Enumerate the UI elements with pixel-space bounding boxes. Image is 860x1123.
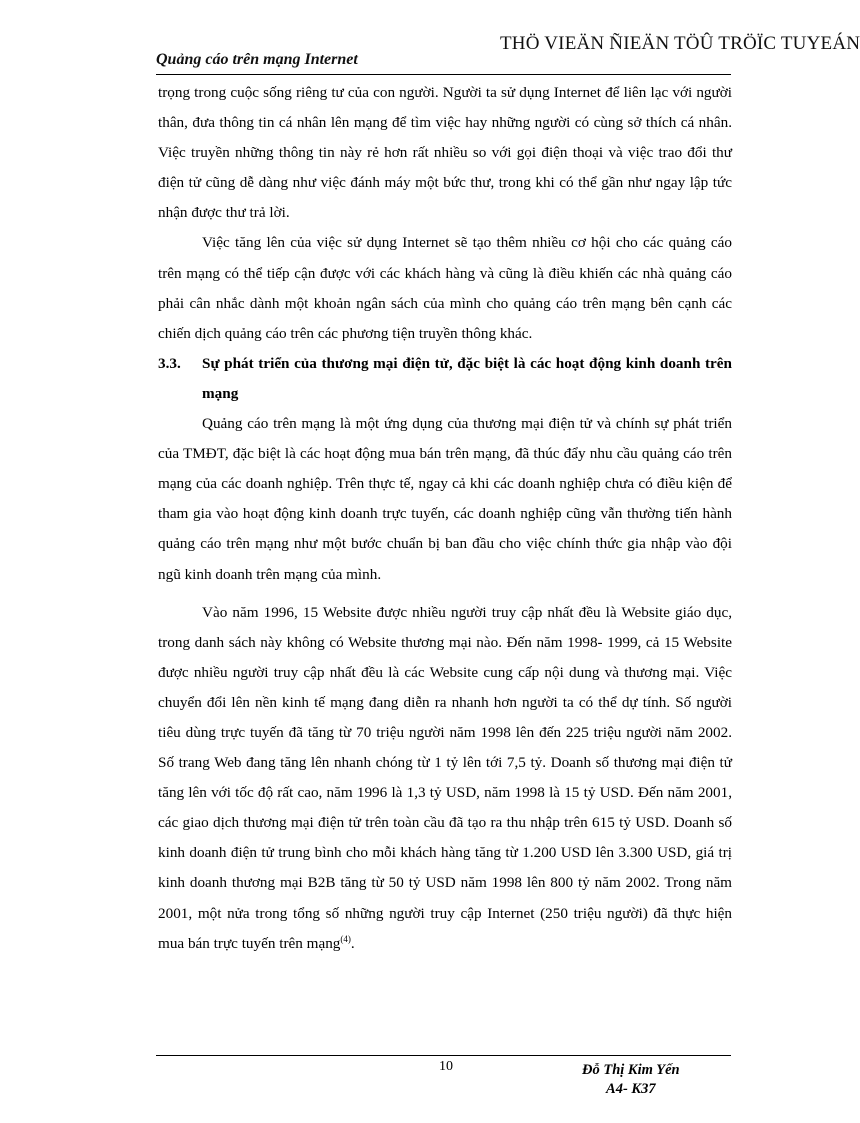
author-name: Đỗ Thị Kim Yến (582, 1062, 680, 1078)
paragraph-4-end: . (350, 934, 355, 952)
section-title: Sự phát triển của thương mại điện tử, đặc biệt là các hoạt động kinh doanh trên mạng (202, 354, 732, 402)
library-watermark: THÖ VIEÄN ÑIEÄN TÖÛ TRÖÏC TUYEÁN (500, 33, 860, 54)
paragraph-4 (158, 598, 732, 959)
paragraph-2: Việc tăng lên của việc sử dụng Internet sẽ tạo thêm nhiều cơ hội cho các quảng cáo trên mạng có thể tiếp cận được với các khách hàng và cũng là điều khiến các nhà quảng cáo phải cân nhắc dành một khoản ngân sách của mình cho quảng cáo trên mạng bên cạnh các chiến dịch quảng cáo trên các phương tiện truyền thông khác. (158, 234, 732, 342)
document-body (158, 78, 732, 959)
section-number: 3.3. (158, 354, 181, 372)
running-title: Quảng cáo trên mạng Internet (156, 51, 358, 68)
paragraph-1: trọng trong cuộc sống riêng tư của con người. Người ta sử dụng Internet để liên lạc với người thân, đưa thông tin cá nhân lên mạng để tìm việc hay những người có cùng sở thích cá nhân. Việc truyền những thông tin này rẻ hơn rất nhiều so với gọi điện thoại và việc trao đổi thư điện tử cũng dễ dàng như việc đánh máy một bức thư, trong khi có thể gần như ngay lập tức nhận được thư trả lời. (158, 84, 732, 222)
paragraph-4-text: Vào năm 1996, 15 Website được nhiều người truy cập nhất đều là Website giáo dục, trong danh sách này không có Website thương mại nào. Đến năm 1998- 1999, cả 15 Website được nhiều người truy cập nhất đều là các Website cung cấp nội dung và thương mại. Việc chuyển đổi lên nền kinh tế mạng đang diễn ra nhanh hơn người ta có thể dự tính. Số người tiêu dùng trực tuyến đã tăng từ 70 triệu người năm 1998 lên đến 225 triệu người năm 2002. Số trang Web đang tăng lên nhanh chóng từ 1 tỷ lên tới 7,5 tỷ. Doanh số thương mại điện tử tăng lên với tốc độ rất cao, năm 1996 là 1,3 tỷ USD, năm 1998 là 15 tỷ USD. Đến năm 2001, các giao dịch thương mại điện tử trên toàn cầu đã tạo ra thu nhập trên 615 tỷ USD. Doanh số kinh doanh điện tử trung bình cho mỗi khách hàng tăng từ 1.200 USD lên 3.300 USD, giá trị kinh doanh thương mại B2B tăng từ 50 tỷ USD năm 1998 lên 800 tỷ năm 2002. Trong năm 2001, một nửa trong tổng số những người truy cập Internet (250 triệu người) đã thực hiện mua bán trực tuyến trên mạng (158, 603, 732, 952)
section-heading (158, 349, 732, 409)
paragraph-3: Quảng cáo trên mạng là một ứng dụng của thương mại điện tử và chính sự phát triển của TMĐT, đặc biệt là các hoạt động mua bán trên mạng, đã thúc đẩy nhu cầu quảng cáo trên mạng của các doanh nghiệp. Trên thực tế, ngay cả khi các doanh nghiệp chưa có điều kiện để tham gia vào hoạt động kinh doanh trực tuyến, các doanh nghiệp cũng vẫn thường tiến hành quảng cáo trên mạng như một bước chuẩn bị ban đầu cho việc chính thức gia nhập vào đội ngũ kinh doanh trên mạng của mình. (158, 415, 732, 583)
header-rule (156, 74, 731, 75)
author-signature (582, 1061, 680, 1099)
footer-rule (156, 1055, 731, 1056)
footnote-ref: (4) (340, 933, 351, 944)
author-class: A4- K37 (606, 1081, 656, 1097)
page-number: 10 (439, 1059, 453, 1074)
